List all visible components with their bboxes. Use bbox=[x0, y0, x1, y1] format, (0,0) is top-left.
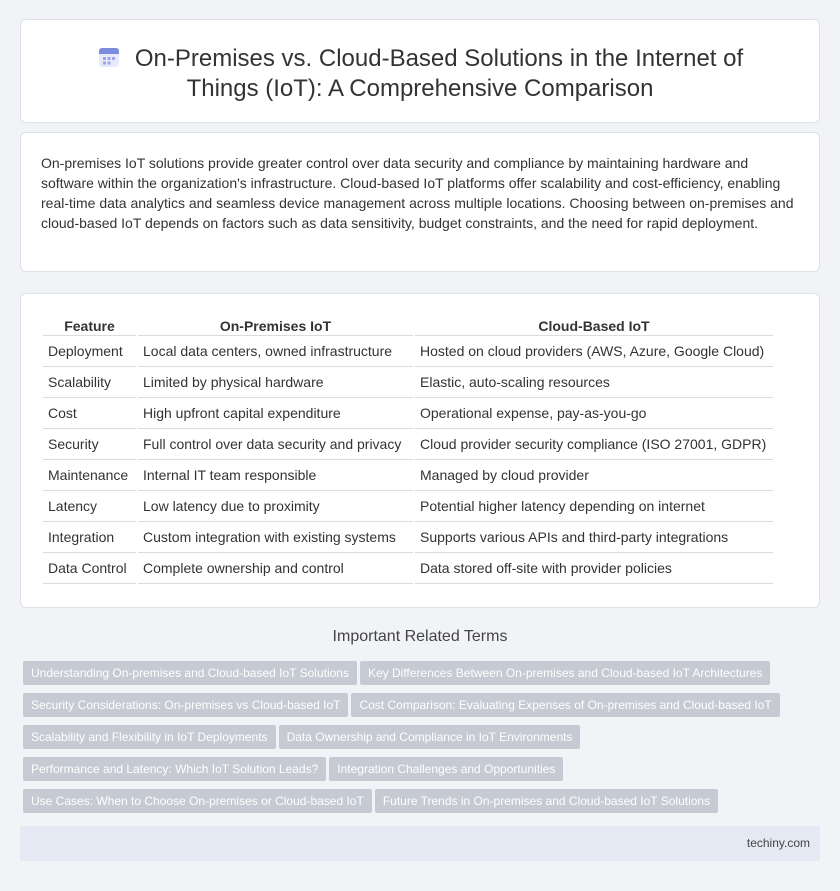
table-row bbox=[43, 553, 773, 584]
related-terms-list bbox=[23, 661, 803, 821]
calendar-icon bbox=[97, 45, 121, 69]
header-feature: Feature bbox=[43, 314, 136, 336]
on-premises-cell: Low latency due to proximity bbox=[138, 491, 413, 522]
feature-cell: Scalability bbox=[43, 367, 136, 398]
site-name[interactable]: techiny.com bbox=[746, 836, 810, 850]
tag-row bbox=[23, 661, 803, 693]
cloud-based-cell: Hosted on cloud providers (AWS, Azure, Google Cloud) bbox=[415, 336, 773, 367]
related-term-tag[interactable]: Integration Challenges and Opportunities bbox=[329, 757, 563, 781]
related-term-tag[interactable]: Security Considerations: On-premises vs Cloud-based IoT bbox=[23, 693, 348, 717]
feature-cell: Cost bbox=[43, 398, 136, 429]
related-term-tag[interactable]: Scalability and Flexibility in IoT Deployments bbox=[23, 725, 276, 749]
on-premises-cell: Internal IT team responsible bbox=[138, 460, 413, 491]
header-on-premises: On-Premises IoT bbox=[138, 314, 413, 336]
on-premises-cell: Local data centers, owned infrastructure bbox=[138, 336, 413, 367]
related-term-tag[interactable]: Cost Comparison: Evaluating Expenses of On-premises and Cloud-based IoT bbox=[351, 693, 779, 717]
table-header-row bbox=[43, 314, 773, 336]
table-row bbox=[43, 491, 773, 522]
table-row bbox=[43, 460, 773, 491]
cloud-based-cell: Cloud provider security compliance (ISO 27001, GDPR) bbox=[415, 429, 773, 460]
related-term-tag[interactable]: Data Ownership and Compliance in IoT Environments bbox=[279, 725, 581, 749]
table-row bbox=[43, 398, 773, 429]
cloud-based-cell: Data stored off-site with provider policies bbox=[415, 553, 773, 584]
related-term-tag[interactable]: Understanding On-premises and Cloud-based IoT Solutions bbox=[23, 661, 357, 685]
tag-row bbox=[23, 789, 803, 821]
feature-cell: Data Control bbox=[43, 553, 136, 584]
on-premises-cell: High upfront capital expenditure bbox=[138, 398, 413, 429]
feature-cell: Maintenance bbox=[43, 460, 136, 491]
on-premises-cell: Custom integration with existing systems bbox=[138, 522, 413, 553]
on-premises-cell: Complete ownership and control bbox=[138, 553, 413, 584]
feature-cell: Security bbox=[43, 429, 136, 460]
related-term-tag[interactable]: Key Differences Between On-premises and Cloud-based IoT Architectures bbox=[360, 661, 770, 685]
cloud-based-cell: Supports various APIs and third-party integrations bbox=[415, 522, 773, 553]
comparison-card bbox=[20, 293, 820, 608]
related-term-tag[interactable]: Future Trends in On-premises and Cloud-based IoT Solutions bbox=[375, 789, 718, 813]
intro-paragraph: On-premises IoT solutions provide greater control over data security and compliance by maintaining hardware and software within the organization's infrastructure. Cloud-based IoT platforms offer scalability and cost-efficiency, enabling real-time data analytics and seamless device management across multiple locations. Choosing between on-premises and cloud-based IoT depends on factors such as data sensitivity, budget constraints, and the need for rapid deployment. bbox=[41, 155, 794, 231]
intro-card bbox=[20, 132, 820, 272]
cloud-based-cell: Managed by cloud provider bbox=[415, 460, 773, 491]
table-row bbox=[43, 429, 773, 460]
cloud-based-cell: Potential higher latency depending on internet bbox=[415, 491, 773, 522]
page-header bbox=[61, 44, 779, 104]
related-term-tag[interactable]: Use Cases: When to Choose On-premises or Cloud-based IoT bbox=[23, 789, 372, 813]
feature-cell: Integration bbox=[43, 522, 136, 553]
header-cloud-based: Cloud-Based IoT bbox=[415, 314, 773, 336]
table-row bbox=[43, 367, 773, 398]
tag-row bbox=[23, 757, 803, 789]
on-premises-cell: Limited by physical hardware bbox=[138, 367, 413, 398]
related-term-tag[interactable]: Performance and Latency: Which IoT Solution Leads? bbox=[23, 757, 326, 781]
footer bbox=[20, 826, 820, 861]
page-title-text: On-Premises vs. Cloud-Based Solutions in the Internet of Things (IoT): A Comprehensive Comparison bbox=[134, 45, 744, 102]
comparison-table bbox=[41, 314, 775, 584]
cloud-based-cell: Elastic, auto-scaling resources bbox=[415, 367, 773, 398]
on-premises-cell: Full control over data security and privacy bbox=[138, 429, 413, 460]
cloud-based-cell: Operational expense, pay-as-you-go bbox=[415, 398, 773, 429]
feature-cell: Latency bbox=[43, 491, 136, 522]
feature-cell: Deployment bbox=[43, 336, 136, 367]
page-title bbox=[97, 45, 743, 102]
related-terms-heading: Important Related Terms bbox=[332, 628, 508, 645]
tag-row bbox=[23, 725, 803, 757]
tag-row bbox=[23, 693, 803, 725]
table-row bbox=[43, 522, 773, 553]
table-row bbox=[43, 336, 773, 367]
title-card bbox=[20, 19, 820, 123]
